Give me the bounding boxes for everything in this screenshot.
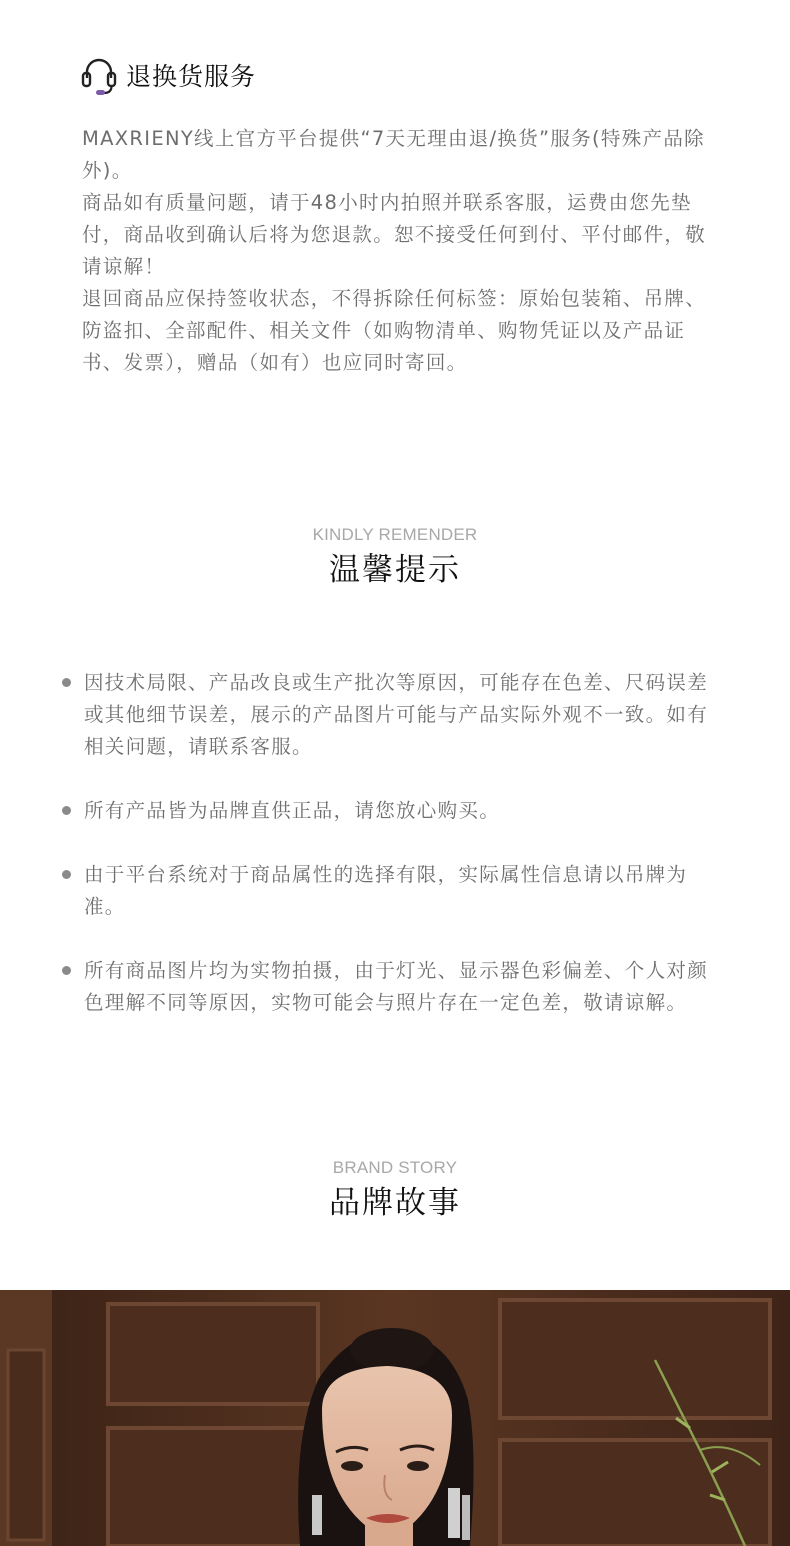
policy-paragraph: MAXRIENY线上官方平台提供“7天无理由退/换货”服务(特殊产品除外)。	[82, 127, 705, 182]
service-title: 退换货服务	[126, 62, 257, 91]
headset-icon	[80, 54, 118, 100]
bullet-icon	[62, 870, 71, 879]
list-item	[60, 667, 716, 763]
reminder-text: 由于平台系统对于商品属性的选择有限，实际属性信息请以吊牌为准。	[84, 863, 688, 918]
service-header	[80, 54, 256, 100]
list-item	[60, 955, 716, 1019]
bullet-icon	[62, 966, 71, 975]
service-policy-text	[82, 123, 714, 379]
bullet-icon	[62, 678, 71, 687]
reminder-text: 所有商品图片均为实物拍摄，由于灯光、显示器色彩偏差、个人对颜色理解不同等原因，实物可能会与照片存在一定色差，敬请谅解。	[84, 959, 709, 1014]
policy-paragraph: 商品如有质量问题，请于48小时内拍照并联系客服，运费由您先垫付，商品收到确认后将为您退款。恕不接受任何到付、平付邮件，敬请谅解！	[82, 191, 707, 278]
reminder-subtitle: KINDLY REMENDER	[312, 525, 478, 544]
reminder-title: 温馨提示	[329, 552, 461, 588]
brand-subtitle: BRAND STORY	[332, 1158, 458, 1177]
bullet-icon	[62, 806, 71, 815]
reminder-heading	[0, 524, 790, 592]
list-item	[60, 859, 716, 923]
reminder-text: 因技术局限、产品改良或生产批次等原因，可能存在色差、尺码误差或其他细节误差，展示的产品图片可能与产品实际外观不一致。如有相关问题，请联系客服。	[84, 671, 709, 758]
policy-paragraph: 退回商品应保持签收状态，不得拆除任何标签：原始包装箱、吊牌、防盗扣、全部配件、相关文件（如购物清单、购物凭证以及产品证书、发票），赠品（如有）也应同时寄回。	[82, 287, 707, 374]
list-item	[60, 795, 716, 827]
reminder-list	[60, 667, 716, 1019]
reminder-text: 所有产品皆为品牌直供正品，请您放心购买。	[84, 799, 501, 822]
brand-title: 品牌故事	[329, 1185, 461, 1221]
brand-heading	[0, 1157, 790, 1225]
brand-model-photo	[0, 1290, 790, 1546]
